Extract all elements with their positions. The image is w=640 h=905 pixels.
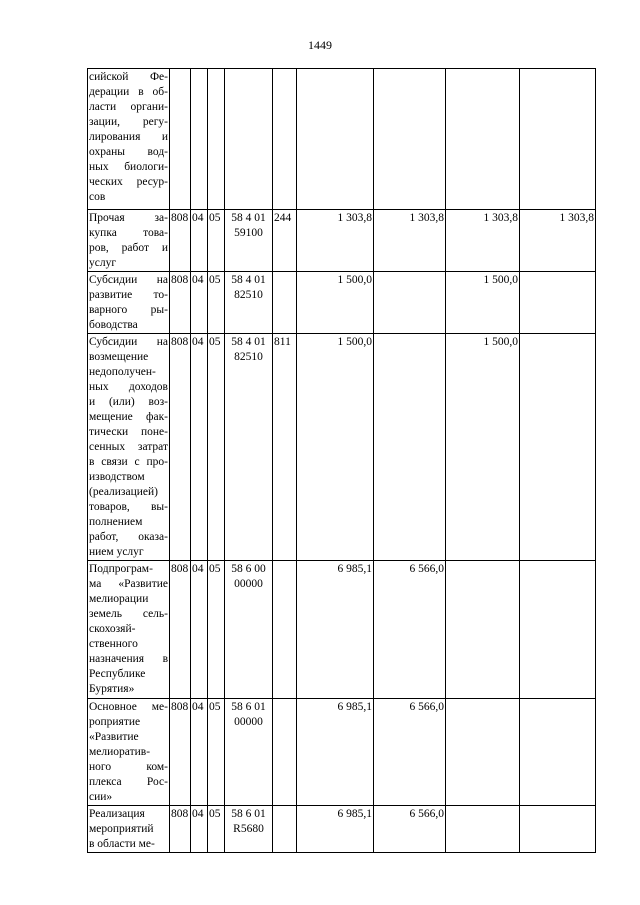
item-name-line: Реализация [89, 808, 145, 820]
subsection-code-cell: 05 [208, 210, 225, 272]
item-name-line: товаров, вы- [89, 501, 168, 513]
section-code-cell [191, 69, 208, 210]
item-name-line: ров, работ и [89, 242, 168, 254]
amount-cell-4 [520, 699, 596, 806]
item-name-line: плекса Рос- [89, 776, 168, 788]
amount-cell-2: 6 566,0 [374, 699, 446, 806]
item-name-line: ма «Развитие [89, 578, 168, 590]
item-name-cell [88, 210, 170, 272]
target-article-cell: 58 6 01 00000 [225, 699, 273, 806]
table-row [88, 334, 596, 561]
table-row [88, 561, 596, 699]
section-code-cell: 04 [191, 699, 208, 806]
expense-type-cell [273, 561, 297, 699]
item-name-line: в связи с про- [89, 456, 168, 468]
grbs-code-cell: 808 [170, 561, 191, 699]
target-article-cell: 58 6 00 00000 [225, 561, 273, 699]
item-name-line: сии» [89, 791, 113, 803]
subsection-code-cell [208, 69, 225, 210]
expense-type-cell: 811 [273, 334, 297, 561]
grbs-code-cell: 808 [170, 272, 191, 334]
item-name-line: Республике [89, 668, 146, 680]
amount-cell-3 [446, 806, 520, 853]
amount-cell-1: 1 500,0 [297, 272, 374, 334]
item-name-line: сов [89, 191, 106, 203]
grbs-code-cell: 808 [170, 699, 191, 806]
item-name-line: Бурятия» [89, 683, 135, 695]
item-name-line: изводством [89, 471, 145, 483]
expense-type-cell [273, 699, 297, 806]
item-name-line: мелиоратив- [89, 746, 151, 758]
item-name-line: лирования и [89, 131, 168, 143]
table-row [88, 699, 596, 806]
item-name-line: варного ры- [89, 304, 168, 316]
target-article-cell [225, 69, 273, 210]
item-name-line: земель сель- [89, 608, 168, 620]
expense-type-cell [273, 806, 297, 853]
item-name-line: развитие то- [89, 289, 168, 301]
item-name-line: полнением [89, 516, 143, 528]
grbs-code-cell: 808 [170, 210, 191, 272]
item-name-line: недополучен- [89, 366, 156, 378]
item-name-cell [88, 806, 170, 853]
subsection-code-cell: 05 [208, 272, 225, 334]
item-name-cell [88, 69, 170, 210]
item-name-line: в области ме- [89, 838, 155, 850]
expense-type-cell [273, 272, 297, 334]
amount-cell-4 [520, 561, 596, 699]
subsection-code-cell: 05 [208, 806, 225, 853]
subsection-code-cell: 05 [208, 699, 225, 806]
target-article-cell: 58 6 01 R5680 [225, 806, 273, 853]
amount-cell-1 [297, 69, 374, 210]
item-name-line: тически поне- [89, 426, 168, 438]
item-name-line: роприятие [89, 716, 141, 728]
amount-cell-4: 1 303,8 [520, 210, 596, 272]
item-name-line: мещение фак- [89, 411, 168, 423]
section-code-cell: 04 [191, 561, 208, 699]
item-name-line: возмещение [89, 351, 149, 363]
item-name-line: ческих ресур- [89, 176, 168, 188]
grbs-code-cell [170, 69, 191, 210]
amount-cell-3 [446, 561, 520, 699]
amount-cell-2 [374, 69, 446, 210]
item-name-line: Субсидии на [89, 336, 168, 348]
item-name-line: Субсидии на [89, 274, 168, 286]
item-name-line: дерации в об- [89, 86, 168, 98]
item-name-line: «Развитие [89, 731, 139, 743]
item-name-line: ственного [89, 638, 138, 650]
item-name-line: Подпрограм- [89, 563, 153, 575]
item-name-line: ных доходов [89, 381, 168, 393]
item-name-line: ных биологи- [89, 161, 168, 173]
grbs-code-cell: 808 [170, 806, 191, 853]
item-name-line: ласти органи- [89, 101, 168, 113]
amount-cell-1: 6 985,1 [297, 806, 374, 853]
target-article-cell: 58 4 01 59100 [225, 210, 273, 272]
table-row [88, 69, 596, 210]
page-number: 1449 [308, 38, 332, 52]
amount-cell-2: 1 303,8 [374, 210, 446, 272]
subsection-code-cell: 05 [208, 334, 225, 561]
expense-type-cell: 244 [273, 210, 297, 272]
section-code-cell: 04 [191, 806, 208, 853]
item-name-line: услуг [89, 257, 117, 269]
expense-type-cell [273, 69, 297, 210]
amount-cell-1: 1 303,8 [297, 210, 374, 272]
amount-cell-2 [374, 272, 446, 334]
amount-cell-3 [446, 69, 520, 210]
section-code-cell: 04 [191, 272, 208, 334]
item-name-line: зации, регу- [89, 116, 168, 128]
amount-cell-3 [446, 699, 520, 806]
target-article-cell: 58 4 01 82510 [225, 272, 273, 334]
item-name-cell [88, 334, 170, 561]
item-name-line: скохозяй- [89, 623, 136, 635]
amount-cell-4 [520, 334, 596, 561]
item-name-line: мелиорации [89, 593, 149, 605]
amount-cell-2: 6 566,0 [374, 561, 446, 699]
item-name-line: боводства [89, 319, 138, 331]
section-code-cell: 04 [191, 334, 208, 561]
item-name-cell [88, 272, 170, 334]
amount-cell-3: 1 500,0 [446, 272, 520, 334]
item-name-line: сийской Фе- [89, 71, 168, 83]
amount-cell-4 [520, 272, 596, 334]
item-name-line: работ, оказа- [89, 531, 168, 543]
item-name-line: охраны вод- [89, 146, 168, 158]
amount-cell-3: 1 303,8 [446, 210, 520, 272]
table-row [88, 806, 596, 853]
section-code-cell: 04 [191, 210, 208, 272]
item-name-cell [88, 699, 170, 806]
table-row [88, 272, 596, 334]
item-name-line: нием услуг [89, 546, 144, 558]
table-body [88, 69, 596, 853]
item-name-line: мероприятий [89, 823, 154, 835]
item-name-line: назначения в [89, 653, 168, 665]
amount-cell-1: 6 985,1 [297, 699, 374, 806]
target-article-cell: 58 4 01 82510 [225, 334, 273, 561]
amount-cell-2 [374, 334, 446, 561]
table-row [88, 210, 596, 272]
budget-table [87, 68, 596, 853]
subsection-code-cell: 05 [208, 561, 225, 699]
item-name-line: Основное ме- [89, 701, 168, 713]
item-name-line: Прочая за- [89, 212, 168, 224]
amount-cell-2: 6 566,0 [374, 806, 446, 853]
amount-cell-1: 1 500,0 [297, 334, 374, 561]
amount-cell-1: 6 985,1 [297, 561, 374, 699]
item-name-line: (реализацией) [89, 486, 158, 498]
item-name-line: купка това- [89, 227, 168, 239]
item-name-line: сенных затрат [89, 441, 168, 453]
item-name-cell [88, 561, 170, 699]
amount-cell-3: 1 500,0 [446, 334, 520, 561]
amount-cell-4 [520, 69, 596, 210]
amount-cell-4 [520, 806, 596, 853]
item-name-line: ного ком- [89, 761, 168, 773]
item-name-line: и (или) воз- [89, 396, 168, 408]
grbs-code-cell: 808 [170, 334, 191, 561]
